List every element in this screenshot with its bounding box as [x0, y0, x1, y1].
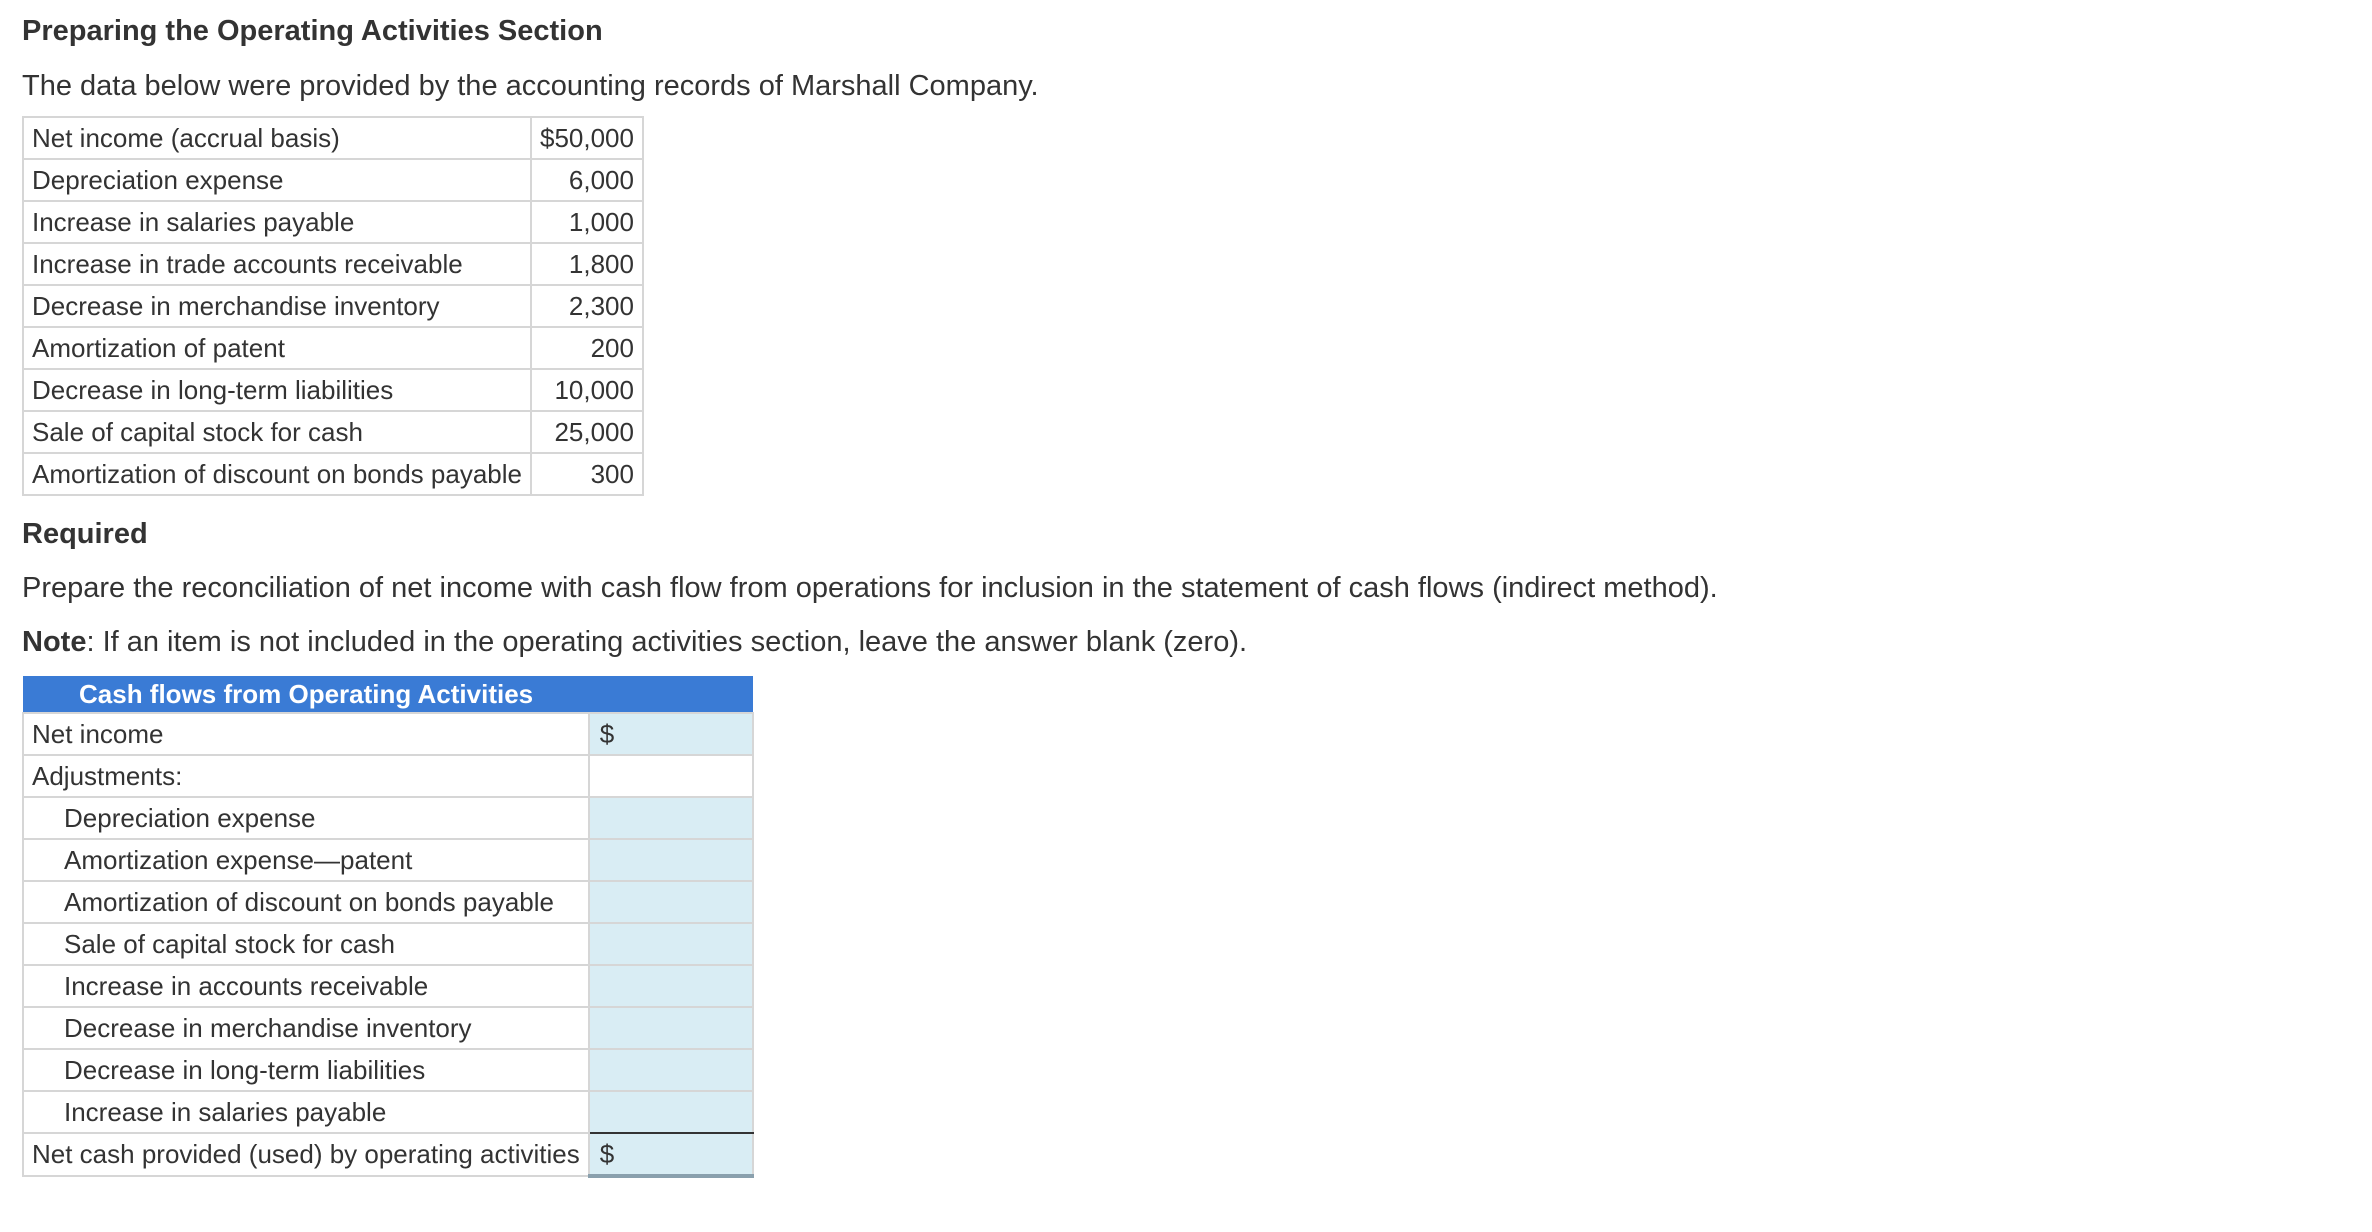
cash-flow-table	[22, 676, 754, 1178]
given-label: Depreciation expense	[23, 159, 531, 201]
net-income-input[interactable]	[614, 718, 728, 751]
adjustment-label: Decrease in long-term liabilities	[23, 1049, 589, 1091]
adjustment-row	[23, 965, 753, 1007]
note-text	[22, 622, 2372, 662]
net-income-amount-cell	[589, 713, 753, 755]
given-value: 1,000	[531, 201, 643, 243]
page-title: Preparing the Operating Activities Section	[22, 15, 603, 47]
amortization-discount-input[interactable]	[596, 886, 710, 919]
adjustment-row	[23, 797, 753, 839]
net-income-row	[23, 713, 753, 755]
given-label: Increase in trade accounts receivable	[23, 243, 531, 285]
adjustment-amount-cell	[589, 1007, 753, 1049]
net-income-label: Net income	[23, 713, 589, 755]
cash-flow-header-row	[23, 676, 753, 713]
total-amount-cell	[589, 1133, 753, 1176]
given-value: 10,000	[531, 369, 643, 411]
table-row	[23, 285, 643, 327]
adjustment-label: Decrease in merchandise inventory	[23, 1007, 589, 1049]
given-label: Amortization of patent	[23, 327, 531, 369]
amortization-patent-input[interactable]	[596, 844, 710, 877]
table-row	[23, 159, 643, 201]
adjustment-amount-cell	[589, 923, 753, 965]
intro-text: The data below were provided by the accounting records of Marshall Company.	[22, 70, 1039, 102]
salaries-payable-input[interactable]	[596, 1096, 710, 1129]
given-data-table	[22, 116, 644, 496]
total-row	[23, 1133, 753, 1176]
adjustment-row	[23, 923, 753, 965]
sale-capital-stock-input[interactable]	[596, 928, 710, 961]
adjustment-amount-cell	[589, 839, 753, 881]
adjustment-row	[23, 1091, 753, 1133]
table-row	[23, 369, 643, 411]
adjustment-label: Amortization of discount on bonds payable	[23, 881, 589, 923]
long-term-liabilities-input[interactable]	[596, 1054, 710, 1087]
accounts-receivable-input[interactable]	[596, 970, 710, 1003]
adjustments-blank-cell	[589, 755, 753, 797]
given-value: 200	[531, 327, 643, 369]
adjustment-label: Increase in salaries payable	[23, 1091, 589, 1133]
adjustment-label: Amortization expense—patent	[23, 839, 589, 881]
table-row	[23, 411, 643, 453]
adjustment-label: Depreciation expense	[23, 797, 589, 839]
adjustment-label: Increase in accounts receivable	[23, 965, 589, 1007]
given-label: Amortization of discount on bonds payable	[23, 453, 531, 495]
given-value: 25,000	[531, 411, 643, 453]
table-row	[23, 327, 643, 369]
adjustment-amount-cell	[589, 881, 753, 923]
given-label: Decrease in long-term liabilities	[23, 369, 531, 411]
dollar-sign: $	[599, 1138, 615, 1169]
note-label: Note	[22, 626, 87, 658]
adjustments-row	[23, 755, 753, 797]
given-label: Increase in salaries payable	[23, 201, 531, 243]
required-heading: Required	[22, 518, 148, 550]
total-label: Net cash provided (used) by operating activities	[23, 1133, 589, 1176]
adjustment-amount-cell	[589, 1049, 753, 1091]
adjustment-amount-cell	[589, 1091, 753, 1133]
adjustment-row	[23, 881, 753, 923]
note-body: : If an item is not included in the operating activities section, leave the answer blank (zero).	[86, 626, 1248, 658]
adjustments-label: Adjustments:	[23, 755, 589, 797]
table-row	[23, 453, 643, 495]
given-value: 6,000	[531, 159, 643, 201]
adjustment-amount-cell	[589, 797, 753, 839]
given-label: Decrease in merchandise inventory	[23, 285, 531, 327]
net-cash-operating-input[interactable]	[614, 1138, 728, 1171]
cash-flow-header: Cash flows from Operating Activities	[23, 676, 589, 713]
cash-flow-header-blank	[589, 676, 753, 713]
given-label: Net income (accrual basis)	[23, 117, 531, 159]
adjustment-row	[23, 839, 753, 881]
adjustment-label: Sale of capital stock for cash	[23, 923, 589, 965]
adjustment-amount-cell	[589, 965, 753, 1007]
table-row	[23, 117, 643, 159]
table-row	[23, 201, 643, 243]
table-row	[23, 243, 643, 285]
dollar-sign: $	[599, 718, 615, 749]
depreciation-input[interactable]	[596, 802, 710, 835]
given-value: 300	[531, 453, 643, 495]
merchandise-inventory-input[interactable]	[596, 1012, 710, 1045]
instruction-text: Prepare the reconciliation of net income with cash flow from operations for inclusion in the statement of cash flows (indirect method).	[22, 572, 1718, 604]
given-value: $50,000	[531, 117, 643, 159]
adjustment-row	[23, 1007, 753, 1049]
adjustment-row	[23, 1049, 753, 1091]
given-label: Sale of capital stock for cash	[23, 411, 531, 453]
given-value: 1,800	[531, 243, 643, 285]
given-value: 2,300	[531, 285, 643, 327]
